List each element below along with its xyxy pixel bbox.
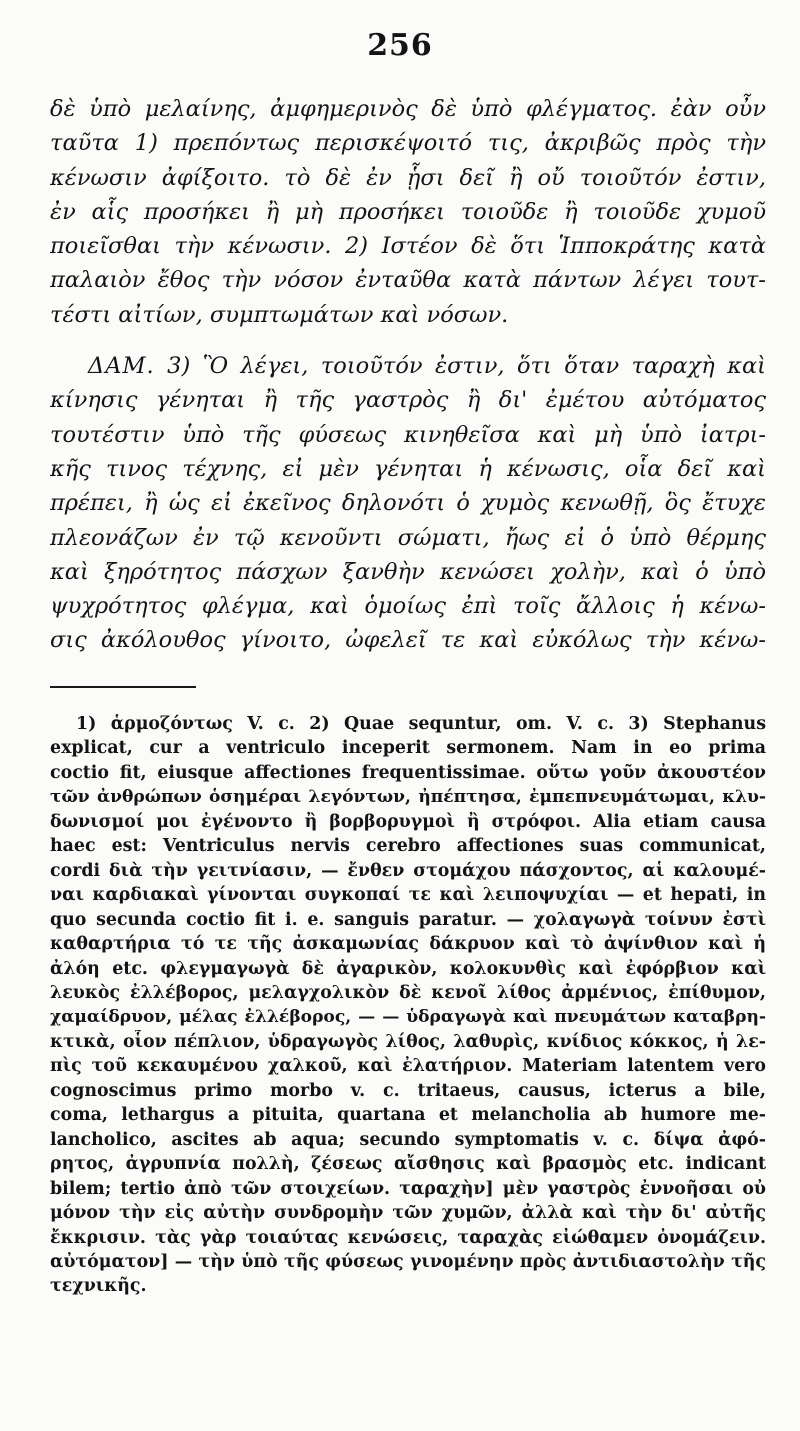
main-text-line: ψυχρότητος φλέγμα, καὶ ὁμοίως ἐπὶ τοῖς ἄλλοις ἡ κένω- [50,593,766,620]
main-text-line: τουτέστιν ὑπὸ τῆς φύσεως κινηθεῖσα καὶ μὴ ὑπὸ ἰατρι- [50,421,766,448]
main-text-line: κίνησις γένηται ἢ τῆς γαστρὸς ἢ δι' ἐμέτου αὐτόματος [50,387,766,414]
footnote-line: τεχνικῆς. [50,1276,147,1297]
footnote-line: μόνον τὴν εἰς αὐτὴν συνδρομὴν τῶν χυμῶν, ἀλλὰ καὶ τὴν δι' αὐτῆς [50,1203,766,1224]
footnote-line: αὐτόματον] — τὴν ὑπὸ τῆς φύσεως γινομένην πρὸς ἀντιδιαστολὴν τῆς [50,1251,766,1272]
main-text-line: δὲ ὑπὸ μελαίνης, ἀμφημερινὸς δὲ ὑπὸ φλέγματος. ἐὰν οὖν [50,96,766,122]
main-text-line: ταῦτα 1) πρεπόντως περισκέψοιτό τις, ἀκριβῶς πρὸς τὴν [50,130,766,157]
main-text-line: τέστι αἰτίων, συμπτωμάτων καὶ νόσων. [50,301,509,328]
footnote-line: explicat, cur a ventriculo inceperit sermonem. Nam in eo prima [50,738,766,759]
footnote-line: quo secunda coctio fit i. e. sanguis paratur. — χολαγωγὰ τοίνυν ἐστὶ [50,909,766,930]
footnote-line: coma, lethargus a pituita, quartana et melancholia ab humore me- [50,1105,766,1126]
footnote-line: lancholico, ascites ab aqua; secundo symptomatis v. c. δίψα ἀφό- [50,1129,766,1150]
footnotes [50,712,766,1299]
main-text-fragment: 3) Ὃ λέγει, τοιοῦτόν ἐστιν, ὅτι ὅταν ταραχὴ καὶ [167,353,766,380]
main-text [50,92,766,658]
footnote-divider [50,686,196,688]
footnote-line: κτικὰ, οἷον πέπλιον, ὑδραγωγὸς λίθος, λαθυρὶς, κνίδιος κόκκος, ἡ λε- [50,1031,766,1052]
footnote-line: haec est: Ventriculus nervis cerebro affectiones suas communicat, [50,836,766,857]
main-text-line: κένωσιν ἀφίξοιτο. τὸ δὲ ἐν ᾗσι δεῖ ἢ οὔ τοιοῦτόν ἐστιν, [50,164,766,191]
speaker-line [50,349,766,383]
footnote-line: ναι καρδιακαὶ γίνονται συγκοπαί τε καὶ λειποψυχίαι — et hepati, in [50,885,766,906]
footnote-line: καθαρτήρια τό τε τῆς ἀσκαμωνίας δάκρυον καὶ τὸ ἀψίνθιον καὶ ἡ [50,934,766,955]
footnote-line: cognoscimus primo morbo v. c. tritaeus, causus, icterus a bile, [50,1080,766,1101]
paragraph-gap [50,332,766,349]
main-text-line: κῆς τινος τέχνης, εἰ μὲν γένηται ἡ κένωσις, οἷα δεῖ καὶ [50,455,766,482]
footnote-line: πὶς τοῦ κεκαυμένου χαλκοῦ, καὶ ἐλατήριον. Materiam latentem vero [50,1056,766,1077]
main-text-line: πρέπει, ἢ ὡς εἰ ἐκεῖνος δηλονότι ὁ χυμὸς κενωθῇ, ὃς ἔτυχε [50,490,766,517]
main-text-line: σις ἀκόλουθος γίνοιτο, ὠφελεῖ τε καὶ εὐκόλως τὴν κένω- [50,627,766,654]
main-text-line: ποιεῖσθαι τὴν κένωσιν. 2) Ιστέον δὲ ὅτι Ἱπποκράτης κατὰ [50,233,766,260]
footnote-line: ἀλόη etc. φλεγμαγωγὰ δὲ ἀγαρικὸν, κολοκυνθὶς καὶ ἐφόρβιον καὶ [50,958,766,979]
main-text-line: πλεονάζων ἐν τῷ κενοῦντι σώματι, ἤως εἰ ὁ ὑπὸ θέρμης [50,524,766,551]
footnote-line: cordi διὰ τὴν γειτνίασιν, — ἔνθεν στομάχου πάσχοντος, αἱ καλουμέ- [50,860,766,881]
main-text-line: ἐν αἷς προσήκει ἢ μὴ προσήκει τοιοῦδε ἢ τοιοῦδε χυμοῦ [50,198,766,225]
footnote-line: 1) ἁρμοζόντως V. c. 2) Quae sequntur, om. V. c. 3) Stephanus [76,714,766,734]
footnote-line: coctio fit, eiusque affectiones frequentissimae. οὕτω γοῦν ἀκουστέον [50,762,766,783]
page-number: 256 [367,28,433,63]
footnote-line: δωνισμοί μοι ἐγένοντο ἢ βορβορυγμοὶ ἢ στρόφοι. Alia etiam causa [50,811,766,832]
main-text-line: καὶ ξηρότητος πάσχων ξανθὴν κενώσει χολὴν, καὶ ὁ ὑπὸ [50,558,766,585]
footnote-line: ρητος, ἀγρυπνία πολλὴ, ζέσεως αἴσθησις καὶ βρασμὸς etc. indicant [50,1154,766,1175]
main-text-line: παλαιὸν ἔθος τὴν νόσον ἐνταῦθα κατὰ πάντων λέγει τουτ- [50,267,766,294]
footnote-line: bilem; tertio ἀπὸ τῶν στοιχείων. ταραχὴν] μὲν γαστρὸς ἐννοῆσαι οὐ [50,1178,766,1199]
footnote-line: ἔκκρισιν. τὰς γὰρ τοιαύτας κενώσεις, ταραχὰς εἰώθαμεν ὀνομάζειν. [50,1227,766,1248]
footnote-line: λευκὸς ἐλλέβορος, μελαγχολικὸν δὲ κενοῖ λίθος ἀρμένιος, ἐπίθυμον, [50,982,766,1003]
speaker-label: ΔΑΜ. [88,353,155,380]
footnote-line: χαμαίδρυον, μέλας ἐλλέβορος, — — ὑδραγωγὰ καὶ πνευμάτων καταβρη- [50,1007,766,1028]
footnote-line: τῶν ἀνθρώπων ὁσημέραι λεγόντων, ἠπέπτησα, ἐμπεπνευμάτωμαι, κλυ- [50,787,766,808]
